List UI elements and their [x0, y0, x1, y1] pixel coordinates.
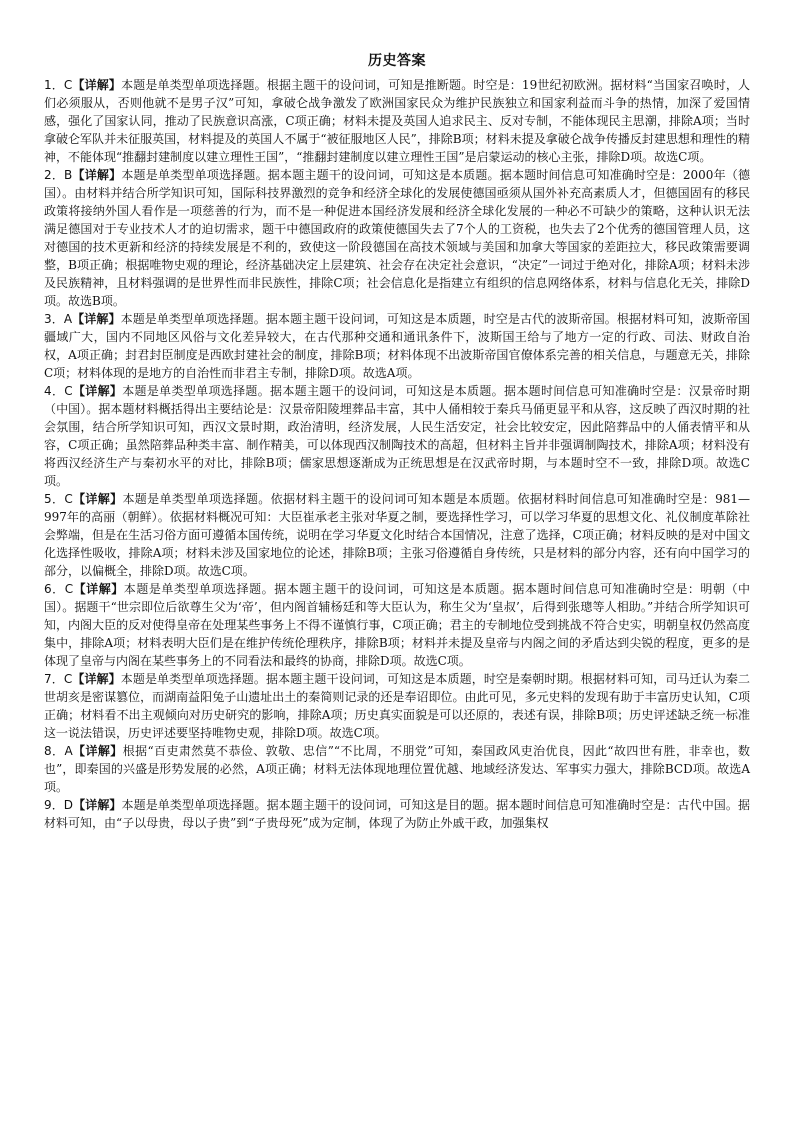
answer-number: 6．C: [44, 582, 74, 596]
explanation-tag: 【详解】: [72, 384, 123, 398]
explanation-text: 本题是单类型单项选择题。依据材料主题干的设问词可知本题是本质题。依据材料时间信息可知准确时空是：981—997年的高丽（朝鲜）。依据材料概况可知：大臣崔承老主张对华夏之制，要选择性学习，可以学习华夏的思想文化、礼仪制度革除社会弊端，但是在生活习俗方面可遵循本国传统，说明在学习华夏文化时结合本国情况，注意了选择，C项正确；材料反映的是对中国文化选择性吸收，排除A项；材料未涉及国家地位的论述，排除B项；主张习俗遵循自身传统，只是材料的部分内容，还有向中国学习的部分，以偏概全，排除D项。故选C项。: [44, 492, 750, 578]
explanation-tag: 【详解】: [72, 78, 122, 92]
answer-number: 1．C: [44, 78, 73, 92]
explanation-text: 根据“百吏肃然莫不恭俭、敦敬、忠信”“不比周，不朋党”可知，秦国政风吏治优良，因此“故四世有胜，非幸也，数也”，即秦国的兴盛是形势发展的必然，A项正确；材料无法体现地理位置优越、地域经济发达、军事实力强大，排除BCD项。故选A项。: [44, 744, 750, 794]
explanation-tag: 【详解】: [72, 168, 122, 182]
answer-item-7: [44, 670, 750, 742]
explanation-tag: 【详解】: [73, 582, 124, 596]
explanation-tag: 【详解】: [72, 312, 121, 326]
explanation-text: 本题是单类型单项选择题。根据主题干的设问词，可知是推断题。时空是：19世纪初欧洲。据材料“当国家召唤时，人们必须服从，否则他就不是男子汉”可知，拿破仑战争激发了欧洲国家民众为维护民族独立和国家利益而斗争的热情，加深了爱国情感，强化了国家认同，推动了民族意识高涨，C项正确；材料未提及英国人追求民主、反对专制，不能体现民主思潮，排除A项；当时拿破仑军队并未征服英国，材料提及的英国人不属于“被征服地区人民”，排除B项；材料未提及拿破仑战争传播反封建思想和理性的精神，不能体现“推翻封建制度以建立理性王国”，“推翻封建制度以建立理性王国”是启蒙运动的核心主张，排除D项。故选C项。: [44, 78, 750, 164]
answer-item-2: [44, 166, 750, 310]
answer-number: 9．D: [44, 798, 74, 812]
explanation-text: 本题是单类型单项选择题。据本题主题干设问词，可知这是本质题，时空是古代的波斯帝国。根据材料可知，波斯帝国疆域广大，国内不同地区风俗与文化差异较大，在古代那种交通和通讯条件下，波斯国王给与了地方一定的行政、司法、财政自治权，A项正确；封君封臣制度是西欧封建社会的制度，排除B项；材料体现不出波斯帝国官僚体系完善的相关信息，与题意无关，排除C项；材料体现的是地方的自治性而非君主专制，排除D项。故选A项。: [44, 312, 750, 380]
answer-number: 8．A: [44, 744, 73, 758]
explanation-tag: 【详解】: [72, 744, 123, 758]
answer-item-8: [44, 742, 750, 796]
answer-item-1: [44, 76, 750, 166]
answer-item-9: [44, 796, 750, 832]
answer-list: [44, 76, 750, 832]
answer-number: 4．C: [44, 384, 73, 398]
answer-number: 7．C: [44, 672, 73, 686]
explanation-text: 本题是单类型单项选择题。据本题主题干的设问词，可知这是本质题。据本题时间信息可知准确时空是：汉景帝时期（中国）。据本题材料概括得出主要结论是：汉景帝阳陵埋葬品丰富，其中人俑相较于秦兵马俑更显平和从容，这反映了西汉时期的社会氛围，结合所学知识可知，西汉文景时期，政治清明，经济发展，人民生活安定，社会比较安定，因此陪葬品中的人俑表情平和从容，C项正确；虽然陪葬品种类丰富、制作精美，可以体现西汉制陶技术的高超，但材料主旨并非强调制陶技术，排除A项；材料没有将西汉经济生产与秦初水平的对比，排除B项；儒家思想逐渐成为正统思想是在汉武帝时期，与本题时空不一致，排除D项。故选C项。: [44, 384, 750, 488]
explanation-tag: 【详解】: [72, 492, 123, 506]
explanation-text: 本题是单类型单项选择题。据本题主题干的设问词，可知这是本质题。据本题时间信息可知准确时空是：明朝（中国）。据题干“世宗即位后欲尊生父为‘帝’，但内阁首辅杨廷和等大臣认为，称生父为‘皇叔’，后得到张璁等人相助。”并结合所学知识可知，内阁大臣的反对使得皇帝在处理某些事务上不得不谨慎行事，C项正确；君主的专制地位受到挑战不符合史实，明朝皇权仍然高度集中，排除A项；材料表明大臣们是在维护传统伦理秩序，排除B项；材料并未提及皇帝与内阁之间的矛盾达到尖锐的程度，更多的是体现了皇帝与内阁在某些事务上的不同看法和最终的协商，排除D项。故选C项。: [44, 582, 750, 668]
page-title: 历史答案: [368, 53, 426, 69]
explanation-tag: 【详解】: [72, 672, 121, 686]
answer-item-5: [44, 490, 750, 580]
answer-number: 2．B: [44, 168, 73, 182]
answer-item-6: [44, 580, 750, 670]
answer-number: 5．C: [44, 492, 73, 506]
explanation-tag: 【详解】: [73, 798, 122, 812]
answer-number: 3．A: [44, 312, 73, 326]
answer-item-3: [44, 310, 750, 382]
explanation-text: 本题是单类型单项选择题。据本题主题干的设问词，可知这是目的题。据本题时间信息可知准确时空是：古代中国。据材料可知，由“子以母贵，母以子贵”到“子贵母死”成为定制，体现了为防止外戚干政，加强集权: [44, 798, 750, 830]
explanation-text: 本题是单类型单项选择题。据本题主题干设问词，可知这是本质题，时空是秦朝时期。根据材料可知，司马迁认为秦二世胡亥是密谋篡位，而湖南益阳兔子山遗址出土的秦简则记录的还是奉诏即位。由此可见，多元史料的发现有助于丰富历史认知，C项正确；材料看不出主观倾向对历史研究的影响，排除A项；历史真实面貌是可以还原的，表述有误，排除B项；历史评述缺乏统一标准这一说法错误，历史评述要坚持唯物史观，排除D项。故选C项。: [44, 672, 750, 740]
explanation-text: 本题是单类型单项选择题。据本题主题干的设问词，可知这是本质题。据本题时间信息可知准确时空是：2000年（德国）。由材料并结合所学知识可知，国际科技界激烈的竞争和经济全球化的发展使德国亟须从国外补充高素质人才，但德国固有的移民政策将接纳外国人看作是一项慈善的行为，而不是一种促进本国经济发展和经济全球化发展的一种必不可缺少的策略，这种认识无法满足德国对于专业技术人才的迫切需求，题干中德国政府的政策使德国失去了7个人的工资税，也失去了2个优秀的德国管理人员，这对德国的技术更新和经济的持续发展是不利的，致使这一阶段德国在高技术领域与美国和加拿大等国家的差距拉大，移民政策需要调整，B项正确；根据唯物史观的理论，经济基础决定上层建筑、社会存在决定社会意识，“决定”一词过于绝对化，排除A项；材料未涉及民族精神，且材料强调的是世界性而非民族性，排除C项；社会信息化是指建立有组织的信息网络体系，材料与信息化无关，排除D项。故选B项。: [44, 168, 750, 308]
answer-item-4: [44, 382, 750, 490]
